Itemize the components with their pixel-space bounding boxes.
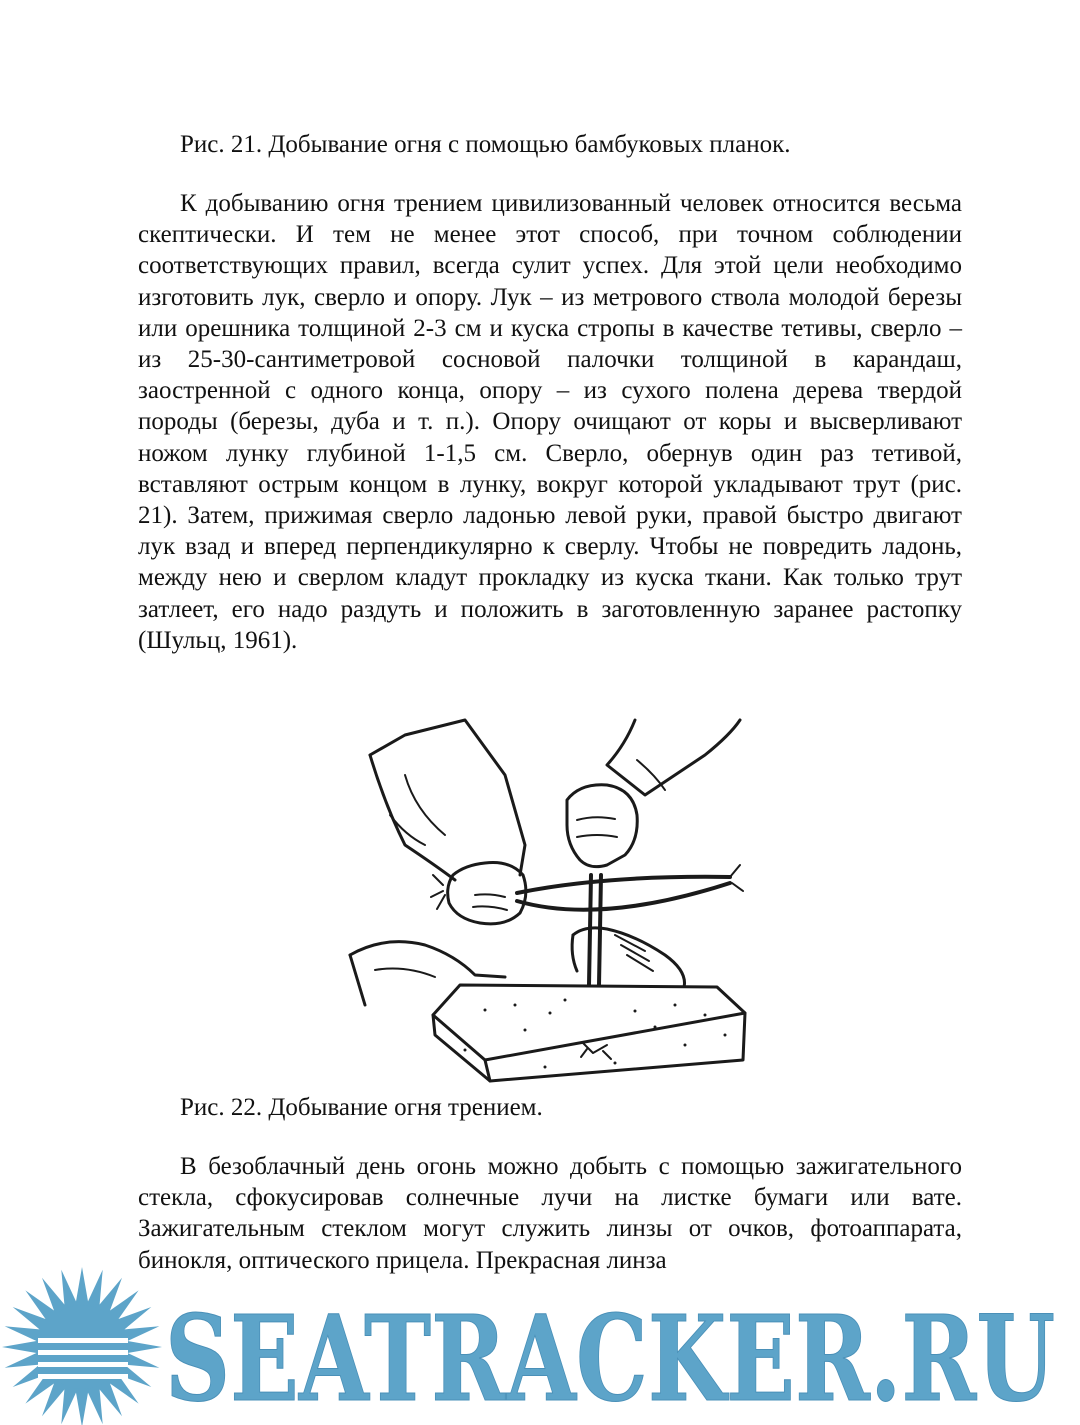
figure-21-caption: Рис. 21. Добывание огня с помощью бамбуковых планок. [180, 131, 791, 158]
body-paragraph-2: В безоблачный день огонь можно добыть с помощью зажигательного стекла, сфокусировав солнечные лучи на листке бумаги или вате. Зажигательным стеклом могут служить линзы от очков, фотоаппарата, бинокля, оптического прицела. Прекрасная линза [138, 1153, 962, 1274]
figure-22-caption: Рис. 22. Добывание огня трением. [180, 1094, 543, 1121]
sun-logo-icon [2, 1267, 162, 1425]
seatracker-watermark [0, 1262, 1080, 1425]
body-paragraph-1: К добыванию огня трением цивилизованный человек относится весьма скептически. И тем не менее этот способ, при точном соблюдении соответствующих правил, всегда сулит успех. Для этой цели необходимо изготовить лук, сверло и опору. Лук – из метрового ствола молодой березы или орешника толщиной 2-3 см и куска стропы в качестве тетивы, сверло – из 25-30-сантиметровой сосновой палочки толщиной в карандаш, заостренной с одного конца, опору – из сухого полена дерева твердой породы (березы, дуба и т. п.). Опору очищают от коры и высверливают ножом лунку глубиной 1-1,5 см. Сверло, обернув один раз тетивой, вставляют острым концом в лунку, вокруг которой укладывают трут (рис. 21). Затем, прижимая сверло ладонью левой руки, правой быстро двигают лук взад и вперед перпендикулярно к сверлу. Чтобы не повредить ладонь, между нею и сверлом кладут прокладку из куска ткани. Как только трут затлеет, его надо раздуть и положить в заготовленную заранее растопку (Шульц, 1961). [138, 190, 962, 654]
watermark-text: SEATRACKER.RU [165, 1289, 1055, 1425]
bow-drill-illustration [345, 715, 755, 1083]
